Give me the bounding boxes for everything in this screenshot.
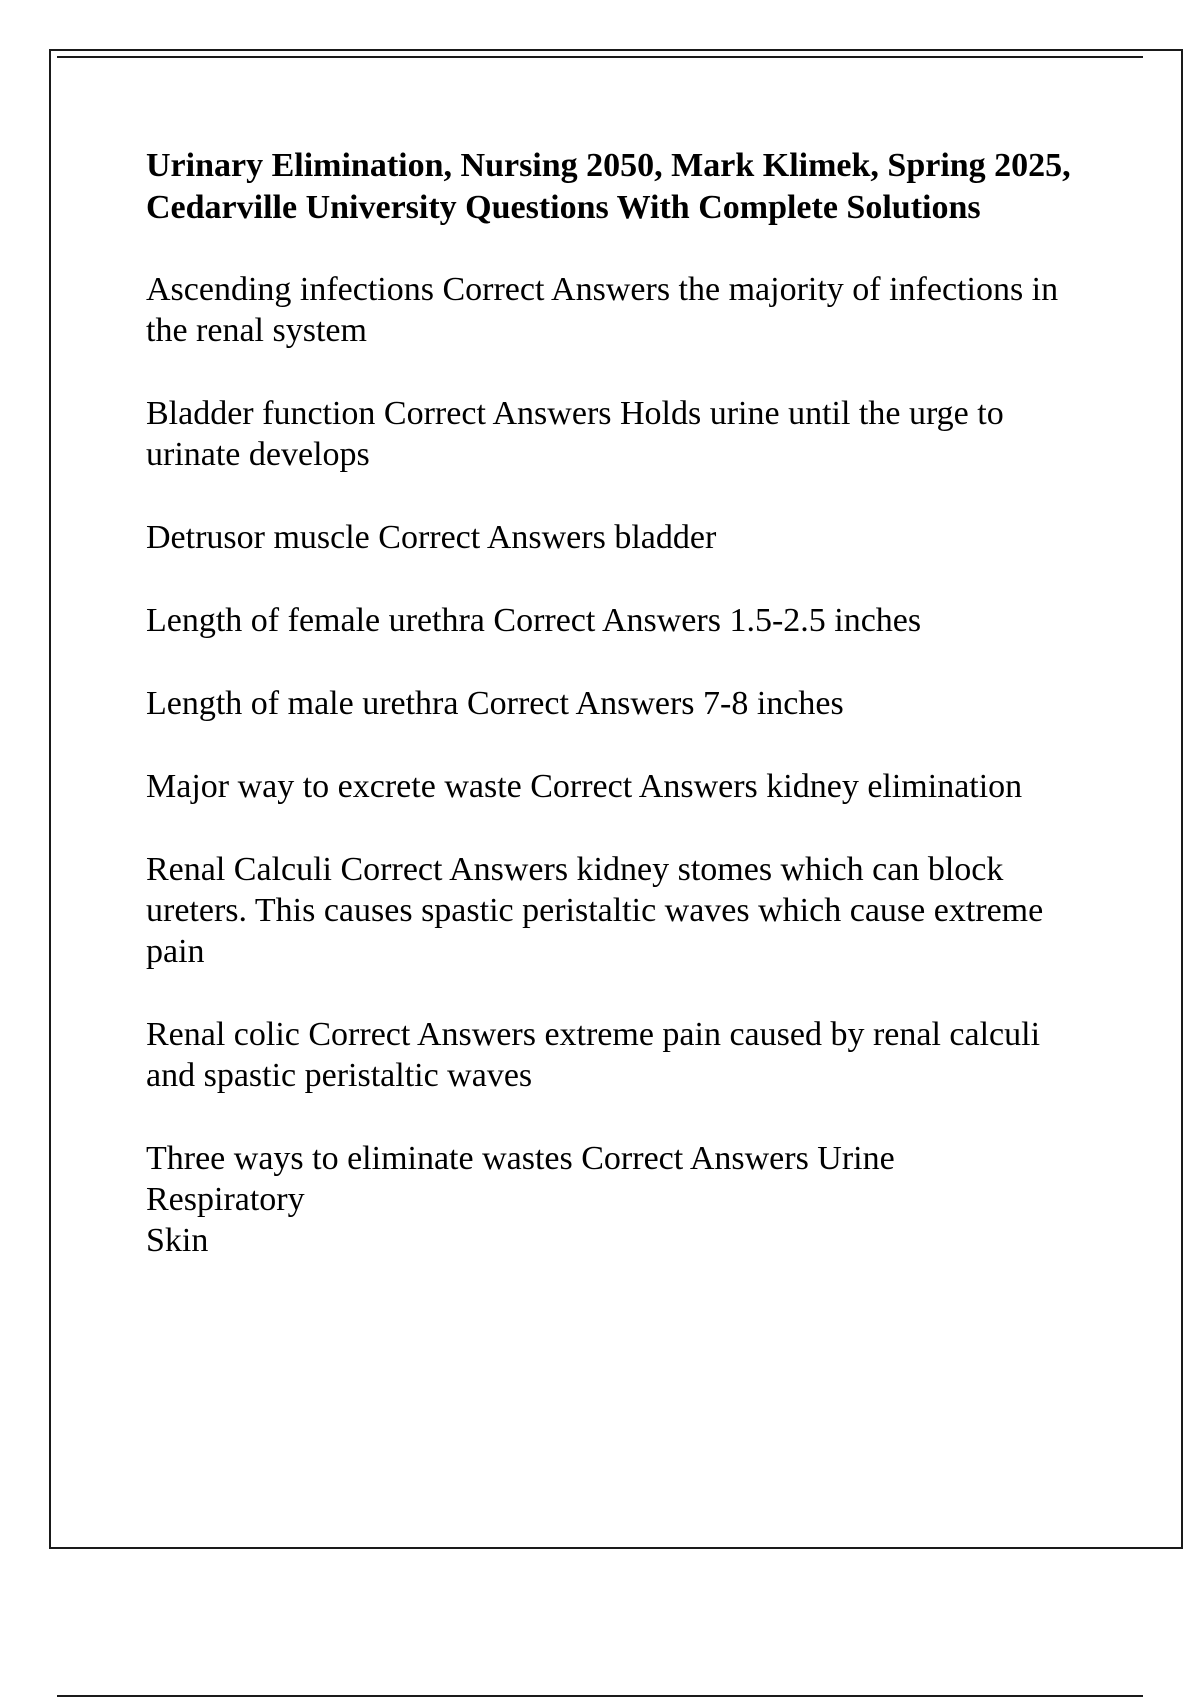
qa-entry: Ascending infections Correct Answers the majority of infections in the renal system bbox=[146, 271, 1059, 349]
qa-entry: Bladder function Correct Answers Holds urine until the urge to urinate develops bbox=[146, 395, 1004, 473]
qa-entry: Major way to excrete waste Correct Answers kidney elimination bbox=[146, 768, 1023, 805]
document-title: Urinary Elimination, Nursing 2050, Mark Klimek, Spring 2025, Cedarville University Questions With Complete Solutions bbox=[146, 147, 1071, 226]
qa-list bbox=[146, 269, 1086, 1261]
bottom-rule bbox=[57, 1695, 1143, 1697]
qa-entry: Renal colic Correct Answers extreme pain caused by renal calculi and spastic peristaltic waves bbox=[146, 1016, 1041, 1094]
document-body bbox=[146, 145, 1086, 1303]
top-rule bbox=[57, 56, 1143, 58]
qa-entry: Renal Calculi Correct Answers kidney stomes which can block ureters. This causes spastic peristaltic waves which cause extreme pain bbox=[146, 851, 1044, 970]
qa-entry: Length of female urethra Correct Answers 1.5-2.5 inches bbox=[146, 602, 922, 639]
qa-entry: Length of male urethra Correct Answers 7-8 inches bbox=[146, 685, 844, 722]
qa-entry: Three ways to eliminate wastes Correct Answers Urine Respiratory Skin bbox=[146, 1140, 895, 1259]
qa-entry: Detrusor muscle Correct Answers bladder bbox=[146, 519, 717, 556]
